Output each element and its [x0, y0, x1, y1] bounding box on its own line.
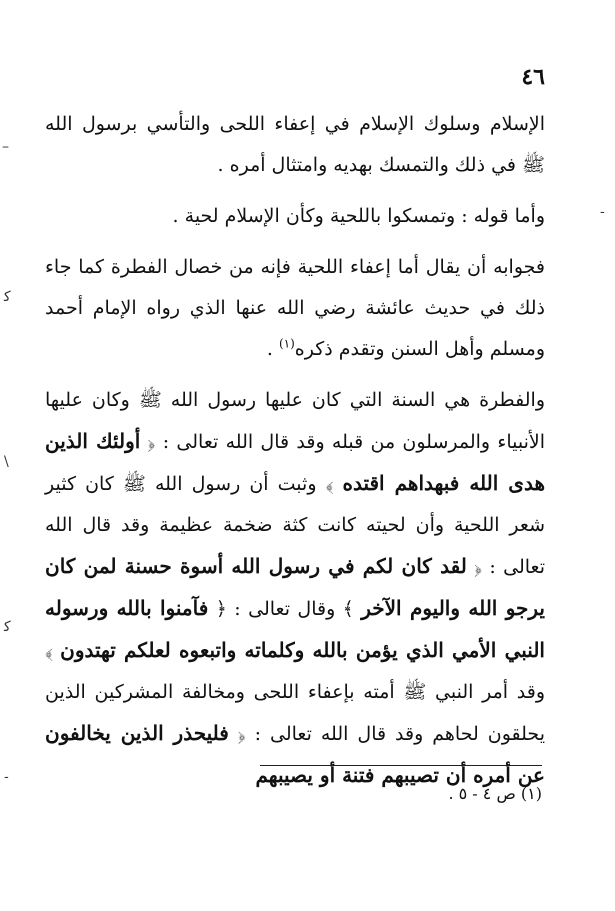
page-number: ٤٦ [521, 64, 545, 90]
quran-verse: لقد كان لكم في رسول الله أسوة حسنة لمن كان يرجو الله واليوم الآخر [45, 554, 546, 620]
text-segment: والفطرة هي السنة التي كان عليها رسول الله ﷺ وكان عليها الأنبياء والمرسلون من قبله وقد قال الله تعالى : ﴿ [45, 389, 545, 453]
quran-verse: فآمنوا بالله ورسوله النبي الأمي الذي يؤمن بالله وكلماته واتبعوه لعلكم تهتدون [45, 596, 545, 662]
paragraph [45, 247, 545, 370]
text-segment: فجوابه أن يقال أما إعفاء اللحية فإنه من خصال الفطرة كما جاء ذلك في حديث عائشة رضي الله عنها الذي رواه الإمام أحمد ومسلم وأهل السنن وتقدم ذكره [45, 256, 545, 360]
footnote-marker: (١) [278, 336, 295, 351]
footnote: (١) ص ٤ - ٥ . [448, 784, 542, 803]
quran-verse: أولئك الذين هدى الله فبهداهم اقتده [45, 429, 545, 495]
text-segment: الإسلام وسلوك الإسلام في إعفاء اللحى والتأسي برسول الله ﷺ في ذلك والتمسك بهديه وامتثال أمره . [45, 113, 545, 176]
text-segment: ﴾ وقد أمر النبي ﷺ أمته بإعفاء اللحى ومخالفة المشركين الذين يحلقون لحاهم وقد قال الله تعالى : ﴿ [45, 640, 545, 745]
margin-mark: - [4, 769, 9, 785]
paragraph [45, 380, 545, 797]
paragraph [45, 104, 545, 186]
text-segment: ﴾ وثبت أن رسول الله ﷺ كان كثير شعر اللحية وأن لحيته كانت كثة ضخمة عظيمة وقد قال الله تعالى : ﴿ [45, 473, 546, 578]
margin-mark: \ [4, 454, 9, 470]
text-segment: وأما قوله : وتمسكوا باللحية وكأن الإسلام لحية . [172, 205, 545, 227]
margin-mark: – [2, 139, 9, 155]
text-segment: . [266, 338, 279, 360]
paragraph [45, 196, 545, 237]
footnote-divider [260, 765, 542, 766]
margin-mark: ﮐ [4, 619, 11, 635]
margin-mark: - [600, 204, 605, 220]
quran-verse: فليحذر الذين يخالفون عن أمره أن تصيبهم فتنة أو يصيبهم [45, 721, 545, 787]
margin-mark: ﮐ [4, 289, 11, 305]
text-segment: ﴾ وقال تعالى : ﴿ [208, 598, 362, 620]
body-text [45, 104, 545, 797]
